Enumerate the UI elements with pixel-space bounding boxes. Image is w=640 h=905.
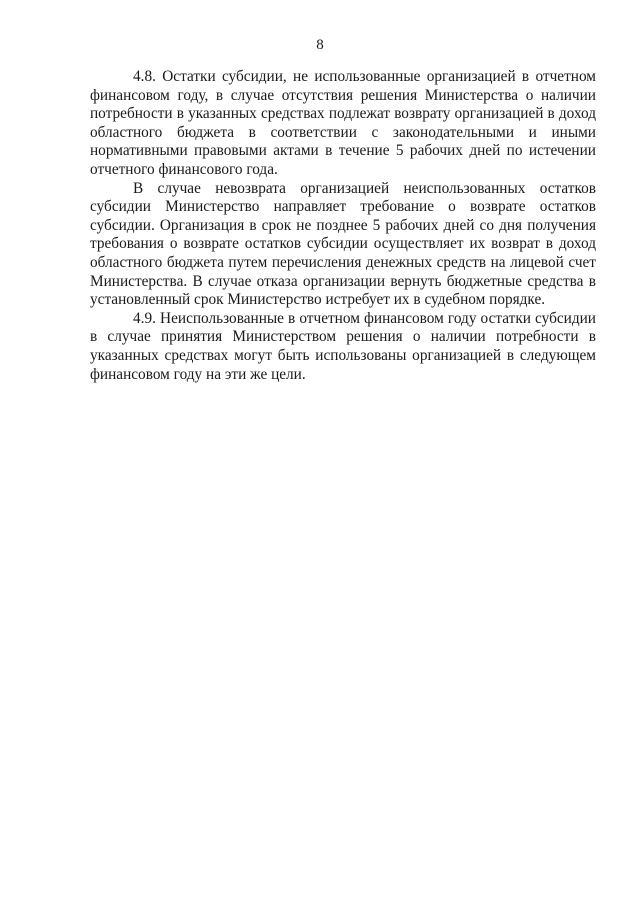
paragraph-4-9: 4.9. Неиспользованные в отчетном финансовом году остатки субсидии в случае принятия Министерством решения о наличии потребности в указанных средствах могут быть использованы организацией в следующем финансовом году на эти же цели. <box>90 309 596 383</box>
document-body <box>90 68 596 384</box>
page-number: 8 <box>316 37 324 53</box>
paragraph-4-8: 4.8. Остатки субсидии, не использованные организацией в отчетном финансовом году, в случае отсутствия решения Министерства о наличии потребности в указанных средствах подлежат возврату организацией в доход областного бюджета в соответствии с законодательными и иными нормативными правовыми актами в течение 5 рабочих дней по истечении отчетного финансового года. <box>90 68 596 178</box>
paragraph-refund-requirement: В случае невозврата организацией неиспользованных остатков субсидии Министерство направляет требование о возврате остатков субсидии. Организация в срок не позднее 5 рабочих дней со дня получения требования о возврате остатков субсидии осуществляет их возврат в доход областного бюджета путем перечисления денежных средств на лицевой счет Министерства. В случае отказа организации вернуть бюджетные средства в установленный срок Министерство истребует их в судебном порядке. <box>90 179 596 309</box>
